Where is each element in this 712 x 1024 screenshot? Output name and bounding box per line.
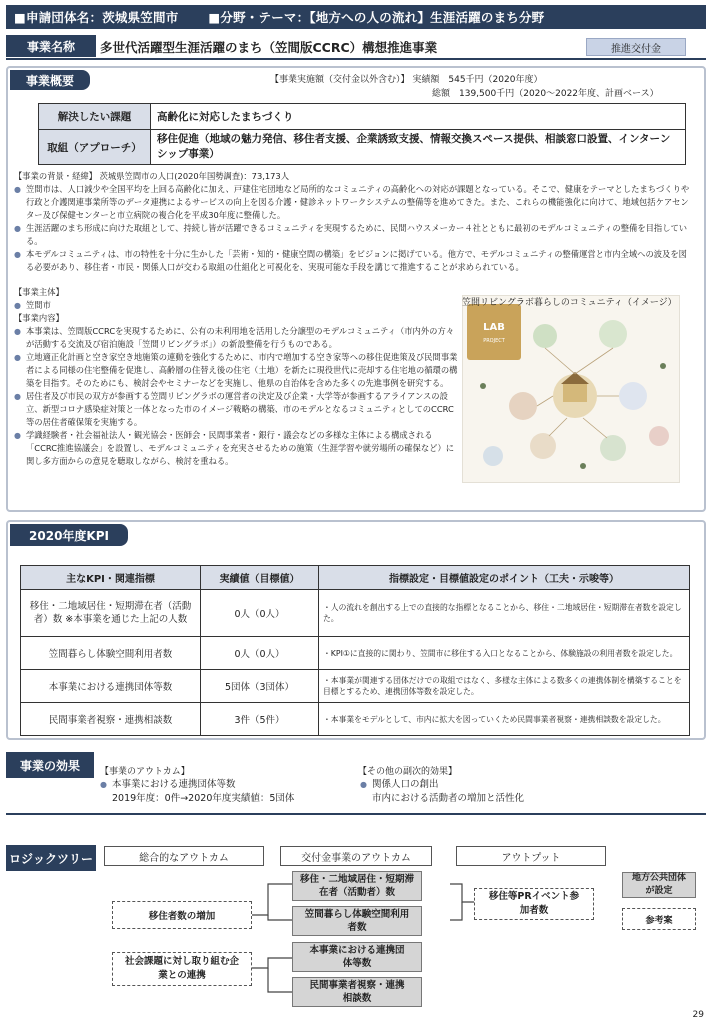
issue-label: 解決したい課題	[39, 104, 151, 130]
node-corporate-partnership: 社会課題に対し取り組む企業との連携	[112, 952, 252, 986]
outcome-item: 本事業における連携団体等数	[112, 779, 236, 790]
list-item: ● 笠間市は、人口減少や全国平均を上回る高齢化に加え、戸建住宅団地など局所的なコミュニティの高齢化への対応が課題となっている。そこで、健康をテーマとしたまちづくりや行政と介護関連事業所等のデータ連携によるサービスの向上を図る介護・健診ネットワークシステムの整備等を進めてきた。また、これらの機能強化に向けて、地域包括ケアセンター及び保健センターと市立病院の複合化を平成30年度に整備した。	[14, 184, 690, 220]
list-item: ● 生涯活躍のまち形成に向けた取組として、持続し皆が活躍できるコミュニティを実現するために、民間ハウスメーカー４社とともに最初のモデルコミュニティの整備を目指している。	[14, 223, 688, 246]
col-header-point: 指標設定・目標値設定のポイント（工夫・示唆等）	[319, 566, 690, 590]
node-kpi-experience-users: 笠間暮らし体験空間利用者数	[292, 906, 422, 936]
node-migrants-increase: 移住者数の増加	[112, 901, 252, 929]
cost-line-2: 総額 139,500千円（2020～2022年度、計画ベース）	[432, 89, 659, 99]
kpi-point: ・本事業が関連する団体だけでの取組ではなく、多様な主体による数多くの連携体制を構築することを目標とするため、連携団体等数を設定した。	[319, 670, 690, 703]
list-item: ● 本事業は、笠間版CCRCを実現するために、公有の未利用地を活用した分譲型のモデルコミュニティ（市内外の方々が活動する交流及び宿泊施設「笠間リビングラボ」）の新設整備を行うものである。	[14, 326, 455, 349]
list-item: ● 居住者及び市民の双方が参画する笠間リビングラボの運営者の決定及び企業・大学等が参画するアライアンスの設立、新型コロナ感染症対策と一体となった市のイメージ戦略の構築、市のモデルとなるコミュニティとしてのCCRC等の居住者確保策を実施する。	[14, 391, 454, 427]
kpi-point: ・KPI①に直接的に関わり、笠間市に移住する入口となることから、体験施設の利用者数を設定した。	[319, 637, 690, 670]
list-item: ● 学識経験者・社会福祉法人・観光協会・医師会・民間事業者・銀行・議会などの多様な主体による構成される「CCRC推進協議会」を設置し、モデルコミュニティを充実させるための施策（生涯学習や就労場所の確保など）に関し多方面からの意見を聴取しながら、検討を重ねる。	[14, 430, 455, 466]
side-effect-title: 【その他の副次的効果】	[358, 767, 458, 777]
content-title: 【事業内容】	[14, 313, 64, 323]
col-header-output: アウトプット	[456, 846, 606, 866]
kpi-name: 本事業における連携団体等数	[21, 670, 201, 703]
project-name-label: 事業名称	[6, 35, 96, 57]
illustration-caption: 笠間リビングラボ暮らしのコミュニティ（イメージ）	[462, 298, 677, 308]
node-pr-event-participants: 移住等PRイベント参加者数	[474, 888, 594, 920]
bullet-icon: ●	[14, 327, 21, 336]
legend-municipality: 地方公共団体が設定	[622, 872, 696, 898]
field-theme-label: ■分野・テーマ：【地方への人の流れ】生涯活躍のまち分野	[208, 10, 545, 25]
side-effect-value: 市内における活動者の増加と活性化	[372, 793, 525, 804]
kpi-name: 笠間暮らし体験空間利用者数	[21, 637, 201, 670]
bullet-icon: ●	[100, 780, 107, 789]
bullet-icon: ●	[14, 224, 21, 233]
issue-value: 高齢化に対応したまちづくり	[151, 104, 686, 130]
kpi-value: 5団体（3団体）	[201, 670, 319, 703]
lab-logo-sub: PROJECT	[483, 338, 505, 344]
project-name: 多世代活躍型生涯活躍のまち（笠間版CCRC）構想推進事業	[100, 40, 438, 55]
col-header-overall-outcome: 総合的なアウトカム	[104, 846, 264, 866]
list-item: ● 立地適正化計画と空き家空き地施策の連動を強化するために、市内で増加する空き家等への移住促進策及び民間事業者による同様の住宅整備を促進し、高齢層の住替え後の住宅（土地）を新たに現役世代に売却する住宅地の循環の構築を目指す。そのためにも、検討会やセミナーなどを実施し、他県の自治体を含めた多くの先進事例を研究する。	[14, 352, 458, 388]
kpi-name: 民間事業者視察・連携相談数	[21, 703, 201, 736]
approach-label: 取組（アプローチ）	[39, 130, 151, 165]
overview-label: 事業概要	[10, 70, 90, 90]
kpi-value: 3件（5件）	[201, 703, 319, 736]
col-header-kpi: 主なKPI・関連指標	[21, 566, 201, 590]
background-title: 【事業の背景・経緯】	[14, 171, 97, 181]
col-header-value: 実績値（目標値）	[201, 566, 319, 590]
list-item: ● 本モデルコミュニティは、市の特性を十分に生かした「芸術・知的・健康空間の構築」をビジョンに掲げている。他方で、モデルコミュニティの整備運営と市内全域への波及を図る必要があり、移住者・市民・関係人口が交わる取組の仕組化と可視化を、実現可能な手段を講じて推進することが求められている。	[14, 249, 687, 272]
outcome-title: 【事業のアウトカム】	[100, 767, 190, 777]
population-note: 茨城県笠間市の人口(2020年国勢調査)：73,173人	[99, 171, 289, 181]
effect-label: 事業の効果	[6, 752, 94, 778]
kpi-value: 0人（0人）	[201, 590, 319, 637]
bullet-icon: ●	[14, 185, 21, 194]
legend-reference: 参考案	[622, 908, 696, 930]
applicant-label: ■申請団体名：茨城県笠間市	[14, 10, 179, 25]
actor-title: 【事業主体】	[14, 287, 64, 297]
logic-tree-label: ロジックツリー	[6, 845, 96, 871]
kpi-point: ・本事業をモデルとして、市内に拡大を図っていくため民間事業者視察・連携相談数を設定した。	[319, 703, 690, 736]
grant-type-badge: 推進交付金	[586, 38, 686, 56]
cost-line-1: 【事業実施額（交付金以外含む）】 実績額 545千円（2020年度）	[270, 75, 543, 85]
node-kpi-migrants: 移住・二地域居住・短期滞在者（活動者）数	[292, 871, 422, 901]
page-number: 29	[692, 1010, 704, 1020]
kpi-value: 0人（0人）	[201, 637, 319, 670]
bullet-icon: ●	[14, 301, 21, 310]
kpi-name: 移住・二地域居住・短期滞在者（活動者）数 ※本事業を通じた上記の人数	[21, 590, 201, 637]
actor-value: 笠間市	[26, 300, 51, 310]
lab-logo-text: LAB	[483, 322, 505, 333]
node-kpi-partners: 本事業における連携団体等数	[292, 942, 422, 972]
bullet-icon: ●	[14, 353, 21, 362]
col-header-grant-outcome: 交付金事業のアウトカム	[280, 846, 432, 866]
bullet-icon: ●	[14, 431, 21, 440]
kpi-point: ・人の流れを創出する上での直接的な指標となることから、移住・二地域居住・短期滞在者数を設定した。	[319, 590, 690, 637]
side-effect-item: 関係人口の創出	[372, 779, 439, 790]
outcome-value: 2019年度：0件→2020年度実績値：5団体	[112, 793, 295, 804]
kpi-label: 2020年度KPI	[10, 524, 128, 546]
bullet-icon: ●	[360, 780, 367, 789]
node-kpi-consultations: 民間事業者視察・連携相談数	[292, 977, 422, 1007]
bullet-icon: ●	[14, 392, 21, 401]
bullet-icon: ●	[14, 250, 21, 259]
approach-value: 移住促進（地域の魅力発信、移住者支援、企業誘致支援、情報交換スペース提供、相談窓口設置、インターンシップ事業）	[151, 130, 686, 165]
